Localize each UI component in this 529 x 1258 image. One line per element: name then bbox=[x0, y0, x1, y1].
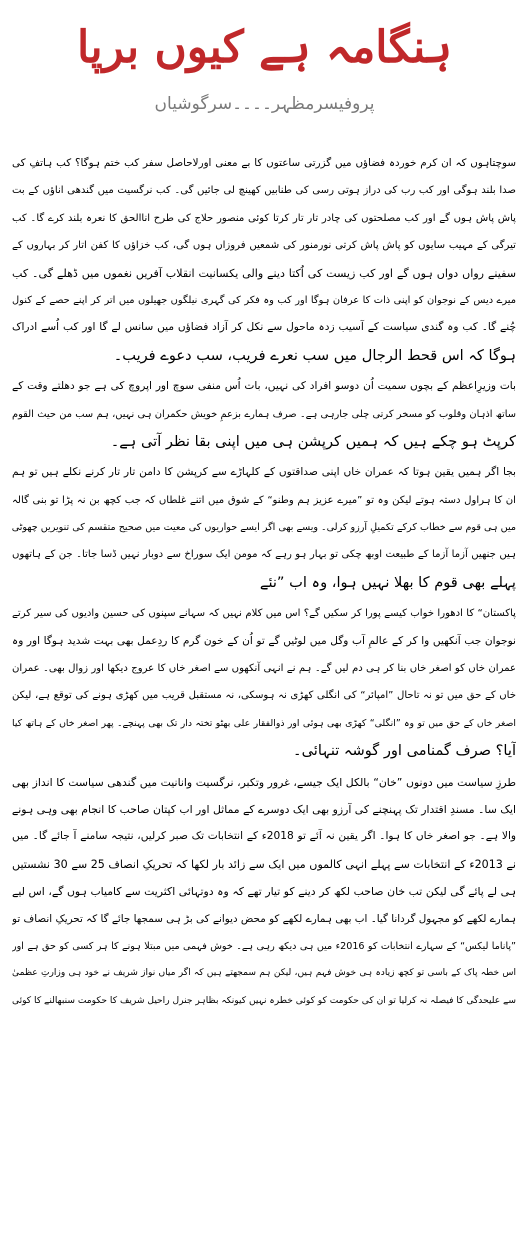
paragraph-4 bbox=[12, 600, 516, 764]
text-line: پاش پاش ہوں گے اور کب مصلحتوں کی چادر تار تار کرتا کوئی منصور حلاج کی طرح اناالحق کا نعرہ بلند کرے گا۔ کب bbox=[12, 212, 516, 224]
text-line: طرزِ سیاست میں دونوں ”خان“ بالکل ایک جیسے، غرور وتکبر، نرگسیت وانانیت میں گندھی سیاست کا انداز بھی bbox=[12, 775, 516, 789]
text-line: والا ہے۔ جو اصغر خاں کا ہوا۔ اگر یقین نہ آئے تو 2018ء کے انتخابات تک صبر کرلیں، نتیجہ سامنے آ جائے گا۔ میں bbox=[12, 830, 516, 843]
text-line: ایک سا۔ مسندِ اقتدار تک پہنچنے کی آرزو بھی ایک دوسرے کے مماثل اور اب کپتان صاحب کا انجام بھی وہی ہونے bbox=[12, 802, 516, 816]
text-line: تیرگی کے مہیب سایوں کو پاش پاش کرتی نورمنور کی شمعیں فروزاں ہوں گی، کب خزاؤں کا کفن اتار کر بہاروں کے bbox=[12, 240, 516, 252]
text-line: چُنے گا۔ کب وہ گندی سیاست کے آسیب زدہ ماحول سے نکل کر آزاد فضاؤں میں سانس لے گا اور کب اُسے ادراک bbox=[12, 321, 516, 334]
text-line: بات وزیرِاعظم کے بچوں سمیت اُن دوسو افراد کی نہیں، بات اُس منفی سوچ اور اپروچ کی ہے جو دھلتے وقت کے bbox=[12, 380, 516, 393]
text-line: پاکستان“ کا ادھورا خواب کیسے پورا کر سکیں گے؟ اس میں کلام نہیں کہ سہانے سپنوں کی حسین وادیوں کی سیر کرتے bbox=[12, 608, 516, 620]
text-line: ہی لے پائے گی لیکن تب خان صاحب لکھ کر دینے کو تیار تھے کہ وہ دوتہائی اکثریت سے کامیاب ہوں گے، اس لیے bbox=[12, 885, 516, 899]
text-line: خاں کے حق میں تو نہ تاحال ”امپائر“ کی انگلی کھڑی نہ ہوسکی، نہ مستقبل قریب میں کھڑی ہونے کی توقع ہے، لیکن bbox=[12, 690, 516, 702]
article-title: ہنگامہ ہے کیوں برپا bbox=[76, 22, 453, 73]
text-line: کرپٹ ہو چکے ہیں کہ ہمیں کرپشن ہی میں اپنی بقا نظر آتی ہے۔ bbox=[110, 432, 516, 450]
text-line: ہیں جنھیں آزما آزما کے طبیعت اوبھ چکی تو بہار ہو رہے کہ مومن ایک سوراخ سے دوبار نہیں ڈسا جاتا۔ جن کے ہاتھوں bbox=[12, 549, 516, 561]
paragraph-1 bbox=[12, 150, 516, 369]
text-line: عمران خاں کو اصغر خاں بنا کر ہی دم لیں گے۔ ہم نے انہی آنکھوں سے اصغر خاں کا عروج دیکھا اور زوال بھی۔ عمران bbox=[12, 663, 516, 675]
text-line: سفینے رواں دواں ہوں گے اور کب زیست کی اُکتا دینے والی یکسانیت انقلاب آفریں نغموں میں ڈھلے گی۔ کب bbox=[12, 266, 516, 280]
text-line: پہلے بھی قوم کا بھلا نہیں ہوا، وہ اب ”نئے bbox=[259, 573, 516, 591]
article-body bbox=[12, 150, 516, 1019]
text-line: ہمارے لکھے کو مجہول گردانا گیا۔ اب بھی ہمارے لکھے کو محض دیوانے کی بڑ ہی سمجھا جائے گا کہ تحریکِ انصاف تو bbox=[12, 912, 516, 925]
paragraph-2 bbox=[12, 373, 516, 455]
text-line: میرے دیس کے نوجوان کو اپنی ذات کا عرفان ہوگا اور کب وہ فکر کی گہری نیلگوں جھیلوں میں اتر کر اپنے حصے کے کنول bbox=[12, 294, 516, 306]
text-line: میں ہی قوم سے خطاب کرکے تکمیلِ آرزو کرلی۔ ویسے بھی اگر ایسے حواریوں کی معیت میں صحیح متقسم کی تنویریں چھوٹی bbox=[12, 522, 516, 534]
text-line: اصغر خاں کے حق میں تو وہ ”انگلی“ کھڑی بھی ہوئی اور ذوالفقار علی بھٹو تختہ دار تک بھی پہنچے۔ پھر اصغر خاں کے ہاتھ کیا bbox=[12, 717, 516, 729]
text-line: آیا؟ صرف گمنامی اور گوشہ تنہائی۔ bbox=[293, 742, 516, 760]
article-byline: پروفیسرمظہر۔۔۔۔سرگوشیاں bbox=[154, 94, 375, 114]
text-line: نوجوان جب آنکھیں وا کر کے عالمِ آب وگل میں لوٹیں گے تو اُن کے خون گرم کا ردِعمل بھی بہت شدید ہوگا اور وہ bbox=[12, 634, 516, 647]
text-line: بجا اگر ہمیں یقین ہوتا کہ عمران خاں اپنی صداقتوں کے کلہاڑے سے کرپشن کا دامن تار تار کرنے نکلے ہیں تو ہم bbox=[12, 466, 516, 479]
text-line: ساتھ اذہان وقلوب کو مسخر کرتی چلی جارہی ہے۔ صرف ہمارے بزعمِ خویش حکمران ہی نہیں، ہم سب من حیث القوم bbox=[12, 408, 516, 420]
paragraph-3 bbox=[12, 459, 516, 596]
text-line: صدا بلند ہوگی اور کب رب کی دراز ہوتی رسی کی طنابیں کھینچ لی جائیں گی۔ کب نرگسیت میں گندھی اناؤں کے بت bbox=[12, 185, 516, 197]
text-line: سے علیحدگی کا فیصلہ نہ کرلیا تو ان کی حکومت کو کوئی خطرہ نہیں کیونکہ بظاہر جنرل راحیل شریف کا حکومت سنبھالنے کا کوئی bbox=[12, 995, 516, 1006]
text-line: سوچتاہوں کہ ان کرم خوردہ فضاؤں میں گزرتی ساعتوں کا بے معنی اورلاحاصل سفر کب ختم ہوگا؟ کب ہاتفِ کی bbox=[12, 157, 516, 169]
text-line: ہوگا کہ اس قحط الرجال میں سب نعرے فریب، سب دعوے فریب۔ bbox=[113, 346, 516, 364]
paragraph-5 bbox=[12, 769, 516, 1016]
text-line: ”پاناما لیکس“ کے سہارے انتخابات کو 2016ء میں ہی دیکھ رہی ہے۔ خوش فہمی میں مبتلا ہونے کا ہر کسی کو حق ہے اور bbox=[12, 940, 516, 952]
text-line: نے 2013ء کے انتخابات سے پہلے انہی کالموں میں ایک سے زائد بار لکھا کہ تحریکِ انصاف 25 سے 30 نشستیں bbox=[12, 857, 516, 871]
text-line: اس خطہ پاک کے باسی تو کچھ زیادہ ہی خوش فہم ہیں، لیکن ہم سمجھتے ہیں کہ اگر میاں نواز شریف نے خود ہی وزارتِ عظمیٰ bbox=[12, 968, 516, 979]
text-line: ان کا ہراول دستہ ہوتے لیکن وہ تو ”میرے عزیز ہم وطنو“ کے شوق میں اتنے غلطاں کہ جب کچھ بن نہ پڑا تو بنی گالہ bbox=[12, 494, 516, 506]
